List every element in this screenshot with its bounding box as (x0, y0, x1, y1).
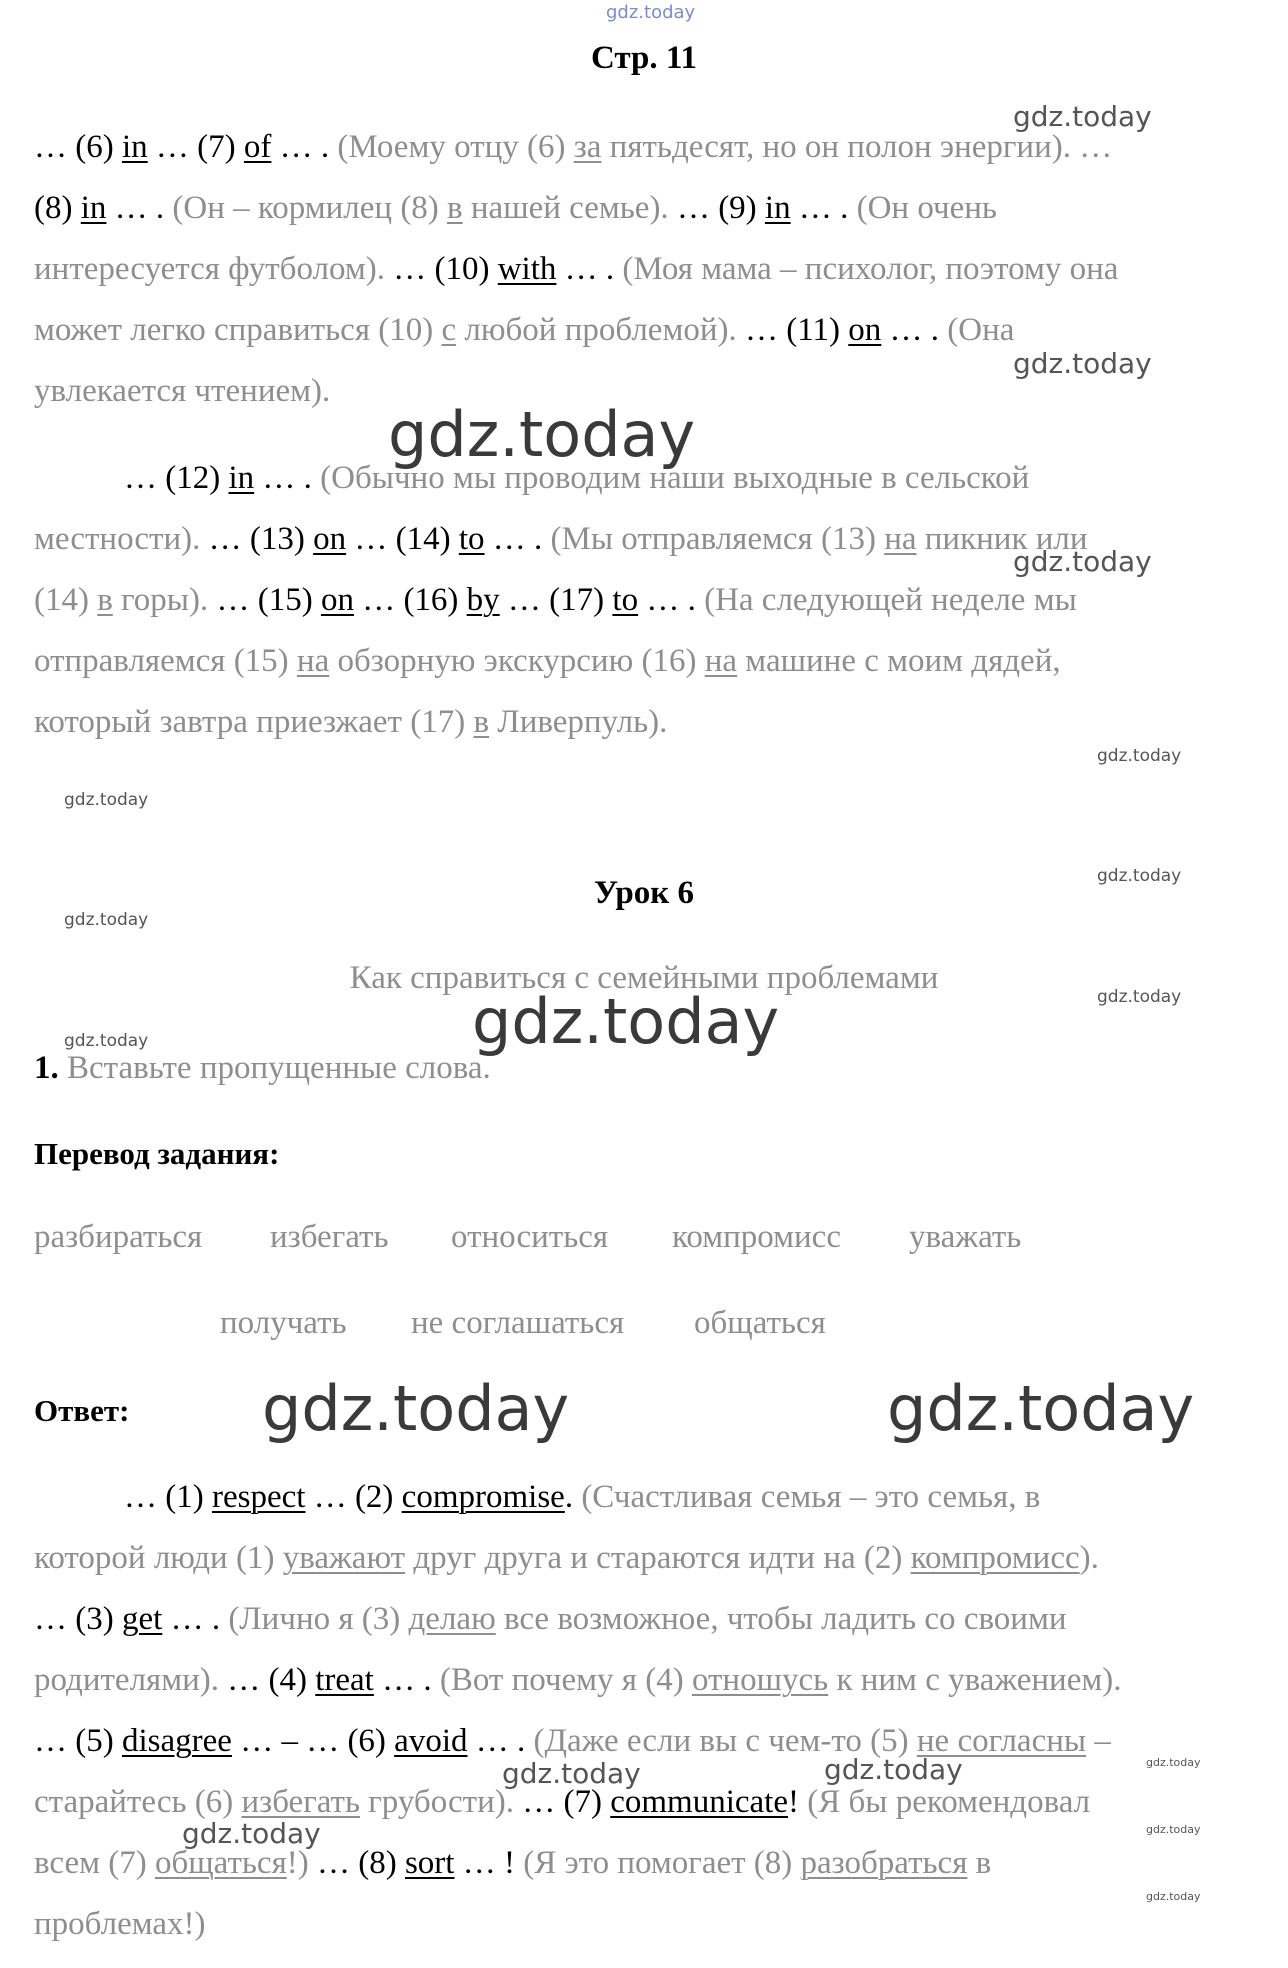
text-segment: (Я это помогает (8) (523, 1845, 801, 1881)
text-segment: … (17) (499, 582, 613, 618)
underlined-word: in (228, 460, 255, 496)
text-line (34, 249, 1118, 289)
text-line (34, 371, 330, 411)
word-bank-item: не соглашаться (411, 1305, 625, 1341)
task-number: 1. (34, 1050, 59, 1086)
watermark: gdz.today (887, 1372, 1195, 1445)
page-heading: Стр. 11 (590, 40, 698, 76)
underlined-word: в (447, 190, 463, 226)
underlined-word: sort (404, 1845, 455, 1881)
text-segment: (Вот почему я (4) (439, 1662, 692, 1698)
underlined-word: to (612, 582, 639, 618)
underlined-word: avoid (394, 1723, 468, 1759)
text-segment: пятьдесят, но он полон энергии). … (601, 129, 1113, 165)
underlined-word: уважают (282, 1540, 406, 1576)
text-segment: … (3) (34, 1601, 122, 1637)
underlined-word: не согласны (916, 1723, 1087, 1759)
text-segment: (Моя мама – психолог, поэтому она (622, 251, 1119, 287)
underlined-word: разобраться (800, 1845, 968, 1881)
text-segment: … (10) (393, 251, 498, 287)
text-segment: пикник или (916, 521, 1088, 557)
word-bank-item: относиться (451, 1219, 609, 1255)
underlined-word: делаю (408, 1601, 496, 1637)
text-segment: … . (556, 251, 623, 287)
lesson-title: Урок 6 (593, 875, 695, 911)
text-segment: … – … (6) (231, 1723, 395, 1759)
text-segment: грубости). (360, 1784, 523, 1820)
text-segment: (Обычно мы проводим наши выходные в сельской (320, 460, 1030, 496)
watermark: gdz.today (824, 1753, 963, 1786)
underlined-word: by (466, 582, 500, 618)
text-segment: может легко справиться (10) (34, 312, 442, 348)
underlined-word: in (80, 190, 107, 226)
watermark: gdz.today (606, 2, 696, 23)
watermark: gdz.today (1013, 545, 1152, 578)
watermark: gdz.today (388, 398, 696, 471)
text-segment: (Она (947, 312, 1015, 348)
underlined-word: с (441, 312, 457, 348)
text-line (34, 188, 997, 228)
watermark: gdz.today (1013, 100, 1152, 133)
text-segment: … (7) (522, 1784, 611, 1820)
text-segment: обзорную экскурсию (16) (329, 643, 705, 679)
translation-label: Перевод задания: (34, 1136, 280, 1171)
watermark: gdz.today (1146, 1756, 1201, 1769)
watermark: gdz.today (1097, 746, 1182, 766)
underlined-word: за (573, 129, 602, 165)
text-segment: все возможное, чтобы ладить со своими (495, 1601, 1067, 1637)
text-line (34, 1599, 1067, 1639)
text-segment: … (8) (316, 1845, 405, 1881)
text-segment: машине с моим дядей, (737, 643, 1061, 679)
text-segment: проблемах!) (34, 1906, 206, 1942)
text-segment: . (564, 1479, 582, 1515)
text-segment: всем (7) (34, 1845, 155, 1881)
underlined-word: общаться (154, 1845, 287, 1881)
underlined-word: в (97, 582, 113, 618)
underlined-word: компромисс (910, 1540, 1080, 1576)
text-segment: … . (271, 129, 338, 165)
watermark: gdz.today (262, 1372, 570, 1445)
text-segment: интересуется футболом). (34, 251, 394, 287)
text-segment: … . (106, 190, 173, 226)
underlined-word: in (121, 129, 148, 165)
text-segment: отправляемся (15) (34, 643, 297, 679)
text-line (34, 519, 1088, 559)
text-segment: к ним с уважением). (828, 1662, 1122, 1698)
text-segment: … . (484, 521, 551, 557)
text-segment: … . (790, 190, 857, 226)
underlined-word: на (884, 521, 917, 557)
underlined-word: on (848, 312, 882, 348)
text-line (34, 580, 1077, 620)
text-segment: друг друга и стараются идти на (2) (405, 1540, 911, 1576)
underlined-word: to (458, 521, 485, 557)
answer-label: Ответ: (34, 1393, 130, 1428)
text-segment: местности). (34, 521, 209, 557)
text-segment: в (967, 1845, 992, 1881)
text-segment: … (15) (216, 582, 321, 618)
watermark: gdz.today (1146, 1890, 1201, 1903)
text-segment: ). (1079, 1540, 1099, 1576)
word-bank-item: разбираться (34, 1219, 203, 1255)
underlined-word: на (296, 643, 330, 679)
text-segment: … (11) (745, 312, 849, 348)
word-bank-item: получать (220, 1305, 347, 1341)
watermark: gdz.today (182, 1817, 321, 1850)
watermark: gdz.today (1097, 866, 1182, 886)
underlined-word: на (704, 643, 738, 679)
text-segment: который завтра приезжает (17) (34, 704, 474, 740)
text-segment: (Он очень (856, 190, 997, 226)
text-segment: Ливерпуль). (489, 704, 668, 740)
underlined-word: compromise (401, 1479, 565, 1515)
text-line (34, 702, 667, 742)
underlined-word: отношусь (691, 1662, 829, 1698)
watermark: gdz.today (64, 790, 149, 810)
text-segment: … (16) (353, 582, 467, 618)
text-segment: … . (373, 1662, 440, 1698)
text-segment: … ! (454, 1845, 524, 1881)
text-line (34, 310, 1014, 350)
text-segment: (Счастливая семья – это семья, в (581, 1479, 1041, 1515)
text-segment: … (7) (147, 129, 244, 165)
text-segment: (14) (34, 582, 98, 618)
watermark: gdz.today (64, 1031, 149, 1051)
text-segment: (8) (34, 190, 81, 226)
text-line (34, 1904, 206, 1944)
text-segment: … (4) (227, 1662, 316, 1698)
watermark: gdz.today (64, 910, 149, 930)
watermark: gdz.today (472, 985, 780, 1058)
text-segment: … (2) (305, 1479, 402, 1515)
text-segment: … (5) (34, 1723, 122, 1759)
text-segment: … . (254, 460, 321, 496)
underlined-word: respect (211, 1479, 306, 1515)
text-segment: !) (286, 1845, 317, 1881)
underlined-word: treat (315, 1662, 374, 1698)
word-bank-item: избегать (270, 1219, 389, 1255)
underlined-word: get (121, 1601, 163, 1637)
underlined-word: disagree (121, 1723, 232, 1759)
text-line (34, 1843, 991, 1883)
text-segment: – (1086, 1723, 1111, 1759)
text-line (34, 1538, 1099, 1578)
word-bank-item: компромисс (672, 1219, 841, 1255)
text-segment: … (6) (34, 129, 122, 165)
text-segment: старайтесь (6) (34, 1784, 242, 1820)
watermark: gdz.today (1146, 1823, 1201, 1836)
lesson-subtitle: Как справиться с семейными проблемами (349, 960, 939, 996)
underlined-word: on (313, 521, 347, 557)
underlined-word: with (497, 251, 557, 287)
underlined-word: избегать (241, 1784, 360, 1820)
task-instruction (34, 1048, 491, 1088)
text-segment: … (12) (124, 460, 229, 496)
text-line (34, 1782, 1090, 1822)
watermark: gdz.today (1097, 987, 1182, 1007)
text-segment: … . (638, 582, 705, 618)
text-segment: которой люди (1) (34, 1540, 283, 1576)
text-segment: любой проблемой). (456, 312, 745, 348)
text-segment: (На следующей неделе мы (704, 582, 1077, 618)
text-line (34, 1721, 1111, 1761)
text-segment: (Он – кормилец (8) (172, 190, 448, 226)
watermark: gdz.today (1013, 347, 1152, 380)
text-segment: (Моему отцу (6) (337, 129, 574, 165)
word-bank-item: общаться (694, 1305, 826, 1341)
text-segment: … (14) (346, 521, 459, 557)
text-segment: … . (467, 1723, 534, 1759)
text-segment: увлекается чтением). (34, 373, 331, 409)
text-segment: родителями). (34, 1662, 228, 1698)
text-segment: (Я бы рекомендовал (807, 1784, 1091, 1820)
text-segment: (Мы отправляемся (13) (550, 521, 885, 557)
underlined-word: communicate (610, 1784, 788, 1820)
text-line (34, 127, 1112, 167)
underlined-word: in (764, 190, 791, 226)
text-segment: … . (162, 1601, 229, 1637)
text-segment: … (1) (124, 1479, 212, 1515)
underlined-word: в (473, 704, 490, 740)
text-line (124, 458, 1029, 498)
text-segment: (Даже если вы с чем-то (5) (533, 1723, 917, 1759)
underlined-word: of (243, 129, 272, 165)
task-text: Вставьте пропущенные слова. (58, 1050, 491, 1086)
text-segment: … (13) (208, 521, 314, 557)
text-segment: … . (881, 312, 948, 348)
text-line (34, 641, 1061, 681)
underlined-word: on (320, 582, 354, 618)
text-line (124, 1477, 1040, 1517)
word-bank-item: уважать (909, 1219, 1022, 1255)
text-segment: ! (788, 1784, 808, 1820)
text-segment: горы). (112, 582, 217, 618)
watermark: gdz.today (502, 1757, 641, 1790)
text-segment: (Лично я (3) (228, 1601, 409, 1637)
text-segment: нашей семье). (462, 190, 677, 226)
text-segment: … (9) (676, 190, 765, 226)
text-line (34, 1660, 1121, 1700)
